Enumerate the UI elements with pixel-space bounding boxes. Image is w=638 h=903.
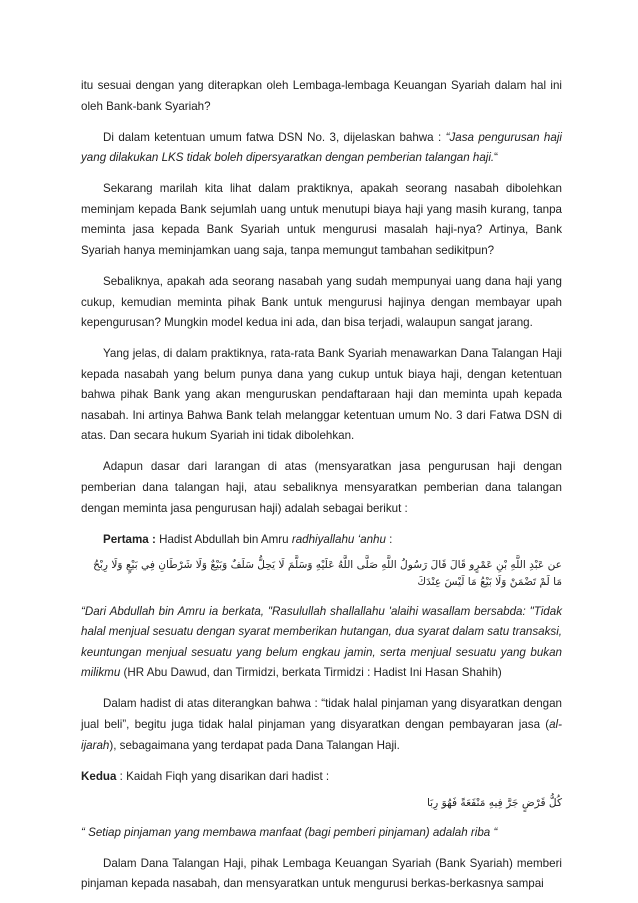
hadith-source: (HR Abu Dawud, dan Tirmidzi, berkata Tirmidzi : Hadist Ini Hasan Shahih) — [120, 666, 502, 680]
paragraph-pertama — [81, 530, 562, 551]
paragraph-maxim-translation — [81, 823, 562, 844]
maxim-translation: “ Setiap pinjaman yang membawa manfaat (bagi pemberi pinjaman) adalah riba “ — [81, 825, 498, 839]
pertama-label: Pertama : — [103, 532, 156, 546]
fatwa-quote: “Jasa pengurusan haji yang dilakukan LKS tidak boleh dipersyaratkan dengan pemberian talangan haji. — [81, 130, 562, 165]
arabic-hadith: عن عَبْدِ اللَّهِ بْنِ عَمْرٍو قَالَ قَالَ رَسُولُ اللَّهِ صَلَّى اللَّهُ عَلَيْهِ وَسَلَّمَ لَا يَحِلُّ سَلَفٌ وَبَيْعٌ وَلَا شَرْطَانِ فِي بَيْعٍ وَلَا رِبْحُ مَا لَمْ تَضْمَنْ وَلَا بَيْعُ مَا لَيْسَ عِنْدَكَ — [93, 559, 562, 589]
pertama-colon: : — [385, 532, 393, 546]
paragraph-practice-question: Sekarang marilah kita lihat dalam praktiknya, apakah seorang nasabah dibolehkan meminjam kepada Bank sejumlah uang untuk menutupi biaya haji yang masih kurang, tanpa meminta jasa kepada Bank Syariah untuk mengurusi masalah haji-nya? Artinya, Bank Syariah hanya meminjamkan uang saja, tanpa memungut tambahan sedikitpun? — [81, 182, 562, 257]
fatwa-quote-close: “ — [494, 151, 499, 165]
paragraph-practice-reality: Yang jelas, di dalam praktiknya, rata-rata Bank Syariah menawarkan Dana Talangan Haji kepada nasabah yang belum punya dana yang cukup untuk biaya haji, dengan ketentuan bahwa pihak Bank yang akan menguruskan pendaftaraan haji dan meminta upah kepada nasabah. Ini artinya Bahwa Bank telah melanggar ketentuan umum No. 3 dari Fatwa DSN di atas. Dan secara hukum Syariah ini tidak dibolehkan. — [81, 347, 562, 443]
paragraph-reverse-question: Sebaliknya, apakah ada seorang nasabah yang sudah mempunyai uang dana haji yang cukup, kemudian meminta pihak Bank untuk mengurusi hajinya dengan membayar upah kepengurusan? Mungkin model kedua ini ada, dan bisa terjadi, walaupun sangat jarang. — [81, 274, 562, 330]
kedua-text: : Kaidah Fiqh yang disarikan dari hadist : — [116, 769, 330, 783]
al-ijarah-term: al-ijarah — [81, 717, 562, 752]
pertama-text: Hadist Abdullah bin Amru — [155, 532, 292, 546]
explanation-text-a: Dalam hadist di atas diterangkan bahwa : “tidak halal pinjaman yang disyaratkan dengan jual beli”, begitu juga tidak halal pinjaman yang disyaratkan dengan pembayaran jasa ( — [81, 697, 562, 731]
fatwa-intro-text: Di dalam ketentuan umum fatwa DSN No. 3, dijelaskan bahwa : — [103, 130, 446, 144]
paragraph-hadith-explanation — [81, 694, 562, 756]
kedua-label: Kedua — [81, 769, 117, 783]
paragraph-continuation: itu sesuai dengan yang diterapkan oleh Lembaga-lembaga Keuangan Syariah dalam hal ini oleh Bank-bank Syariah? — [81, 79, 562, 113]
explanation-text-b: ), sebagaimana yang terdapat pada Dana Talangan Haji. — [109, 738, 400, 752]
pertama-honorific: radhiyallahu ‘anhu — [291, 532, 386, 546]
arabic-fiqh-maxim: كُلُّ قَرْضٍ جَرَّ فِيهِ مَنْفَعَةً فَهُوَ رِبَا — [426, 797, 562, 810]
document-body — [81, 76, 562, 895]
paragraph-kedua — [81, 767, 562, 788]
paragraph-dana-talangan: Dalam Dana Talangan Haji, pihak Lembaga Keuangan Syariah (Bank Syariah) memberi pinjaman kepada nasabah, dan mensyaratkan untuk mengurusi berkas-berkasnya sampai — [81, 856, 562, 891]
paragraph-fatwa-dsn — [81, 128, 562, 169]
paragraph-hadith-translation — [81, 602, 562, 684]
hadith-translation: “Dari Abdullah bin Amru ia berkata, "Rasulullah shallallahu 'alaihi wasallam bersabda: "Tidak halal menjual sesuatu dengan syarat memberikan hutangan, dua syarat dalam satu transaksi, keuntungan menjual sesuatu yang belum engkau jamin, serta menjual sesuatu yang bukan milikmu — [81, 604, 562, 680]
paragraph-basis-intro: Adapun dasar dari larangan di atas (mensyaratkan jasa pengurusan haji dengan pemberian dana talangan haji, atau sebaliknya mensyaratkan pemberian dana talangan dengan meminta jasa pengurusan haji) adalah sebagai berikut : — [81, 460, 562, 515]
